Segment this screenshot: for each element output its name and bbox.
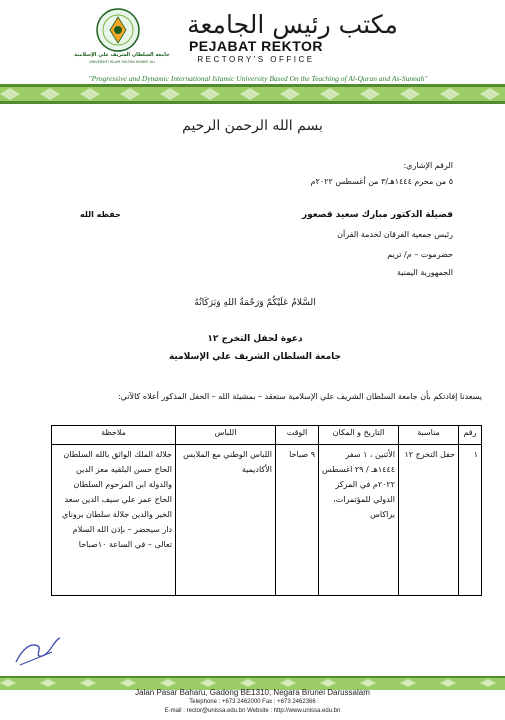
- event-schedule-table: [51, 425, 482, 596]
- table-row: [52, 445, 482, 596]
- header-number: رقم: [459, 426, 482, 445]
- header-attire: اللباس: [176, 426, 276, 445]
- recipient-title: رئيس جمعية الفرقان لخدمة القرآن: [337, 230, 453, 239]
- reference-number-label: الرقم الإشاري:: [403, 161, 453, 170]
- cell-note: جلالة الملك الواثق بالله السلطان الحاج حسن البلقيه معز الدين والدولة ابن المرحوم السلطان الحاج عمر علي سيف الدين سعد الخير والدين جلالة سلطان بروناي دار سيحضر – بإذن الله السلام تعالى – في الساعة ١٠صباحا: [52, 445, 176, 596]
- basmala: بسم الله الرحمن الرحيم: [182, 118, 323, 134]
- footer-email-website: E-mail : rector@unissa.edu.bn Website : http://www.unissa.edu.bn: [164, 708, 341, 714]
- cell-attire: اللباس الوطني مع الملابس الأكاديمية: [176, 445, 276, 596]
- cell-occasion: حفل التخرج ١٢: [399, 445, 459, 596]
- header-decorative-band: [0, 84, 505, 104]
- footer-address: Jalan Pasar Baharu, Gadong BE1310, Negara Brunei Darussalam: [135, 688, 370, 697]
- cell-date-place: الأثنين ، ١ سفر ١٤٤٤هـ / ٢٩ اغسطس ٢٠٢٢م في المركز الدولي للمؤتمرات، براكاس: [319, 445, 399, 596]
- table-header-row: [52, 426, 482, 445]
- greeting: السَّلامُ عَلَيْكُمْ وَرَحْمَةُ اللهِ وَبَرَكَاتُهُ: [194, 298, 316, 308]
- intro-paragraph: يسعدنا إفادتكم بأن جامعة السلطان الشريف علي الإسلامية ستعقد – بمشيئة الله – الحفل المذكور أعلاه كالآتي:: [117, 392, 482, 401]
- office-title-malay: PEJABAT REKTOR: [188, 38, 324, 54]
- university-logo: [96, 8, 140, 52]
- subject-line-1: دعوة لحفل التخرج ١٢: [207, 334, 303, 344]
- university-motto: "Progressive and Dynamic International Islamic University Based On the Teaching of Al-Quran and As-Sunnah": [88, 74, 428, 83]
- header-date-place: التاريخ و المكان: [319, 426, 399, 445]
- recipient-country: الجمهورية اليمنية: [396, 268, 453, 277]
- signature-mark: [12, 632, 64, 668]
- letter-date: ٥ من محرم ١٤٤٤هـ/٣ من أغسطس ٢٠٢٢م: [310, 177, 453, 186]
- office-title-english: RECTORY'S OFFICE: [197, 55, 315, 64]
- university-name-english: UNIVERSITI ISLAM SULTAN SHARIF ALI: [88, 60, 156, 64]
- header-note: ملاحظة: [52, 426, 176, 445]
- footer-phone-fax: Telephone : +673 2462000 Fax : +673 2462366: [189, 699, 316, 705]
- header-time: الوقت: [276, 426, 319, 445]
- recipient-location: حضرموت – م/ تريم: [387, 250, 453, 259]
- recipient-honorific: حفظه الله: [80, 210, 121, 219]
- university-name-arabic: جامعة السلطان الشريف علي الإسلامية: [74, 52, 170, 58]
- subject-line-2: جامعة السلطان الشريف علي الإسلامية: [168, 352, 342, 362]
- recipient-name: فضيلة الدكتور مبارك سعيد قصعور: [301, 210, 453, 220]
- header-occasion: مناسبة: [399, 426, 459, 445]
- cell-time: ٩ صباحا: [276, 445, 319, 596]
- office-title-arabic: مكتب رئيس الجامعة: [187, 10, 398, 39]
- cell-number: ١: [459, 445, 482, 596]
